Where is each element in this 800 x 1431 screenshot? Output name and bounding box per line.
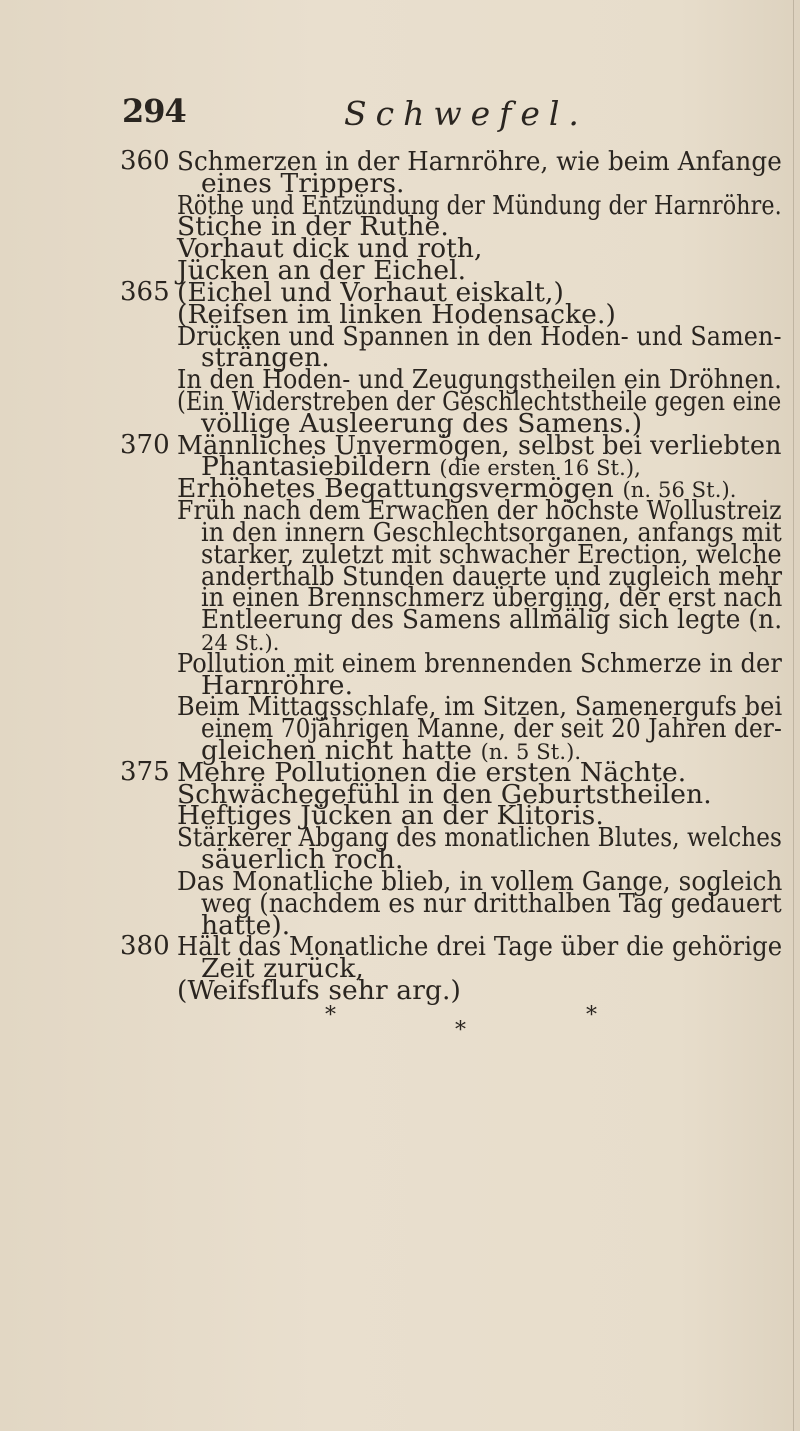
page-number: 294 xyxy=(122,92,186,130)
line-main-text: säuerlich roch. xyxy=(201,844,404,876)
line-main-text: einem 70jährigen Manne, der seit 20 Jahren der- xyxy=(201,713,782,745)
line-main-text: Pollution mit einem brennenden Schmerze in der xyxy=(177,647,782,679)
line-number: 370 xyxy=(120,429,170,460)
line-main-text: Schmerzen in der Harnröhre, wie beim Anfange xyxy=(177,146,782,177)
line-main-text: gleichen nicht hatte xyxy=(201,735,473,767)
footer-star: * xyxy=(325,1003,336,1028)
line-number: 360 xyxy=(120,146,170,176)
line-main-text: Mehre Pollutionen die ersten Nächte. xyxy=(177,756,687,788)
line-small-text: (die ersten 16 St.), xyxy=(439,456,641,481)
line-main-text: anderthalb Stunden dauerte und zugleich mehr xyxy=(201,560,783,592)
line-main-text: Zeit zurück, xyxy=(201,953,364,985)
line-main-text: eines Trippers. xyxy=(201,167,405,199)
line-main-text: (Ein Widerstreben der Geschlechtstheile gegen eine xyxy=(177,385,782,417)
line-main-text: In den Hoden- und Zeugungstheilen ein Dröhnen. xyxy=(177,364,782,396)
line-main-text: Erhöhetes Begattungsvermögen xyxy=(177,473,614,505)
footer-star: * xyxy=(455,1018,466,1043)
line-main-text: hatte). xyxy=(201,909,291,941)
line-main-text: Beim Mittagsschlafe, im Sitzen, Samenergufs bei xyxy=(177,691,783,723)
line-number: 375 xyxy=(120,756,170,787)
line-main-text: Schwächegefühl in den Geburtstheilen. xyxy=(177,778,712,810)
line-number: 365 xyxy=(120,276,170,307)
line-number: 380 xyxy=(120,931,170,962)
line-main-text: in einen Brennschmerz überging, der erst nach xyxy=(201,582,783,614)
line-text xyxy=(177,975,461,1006)
page-edge xyxy=(793,0,794,1431)
line-main-text: Röthe und Entzündung der Mündung der Harnröhre. xyxy=(177,189,782,221)
line-main-text: Entleerung des Samens allmälig sich legte (n. xyxy=(201,604,783,636)
line-main-text: (Reifsen im linken Hodensacke.) xyxy=(177,298,616,330)
line-main-text: Früh nach dem Erwachen der höchste Wollustreiz xyxy=(177,495,782,527)
line-text xyxy=(201,604,782,635)
line-small-text: (n. 5 St.). xyxy=(480,740,582,765)
line-main-text: Harnröhre. xyxy=(201,669,354,701)
line-main-text: Männliches Unvermögen, selbst bei verliebten xyxy=(177,429,782,461)
line-main-text: (Weifsflufs sehr arg.) xyxy=(177,975,461,1006)
line-main-text: (Eichel und Vorhaut eiskalt,) xyxy=(177,276,564,308)
line-small-text: 24 St.). xyxy=(201,630,280,655)
line-main-text: in den innern Geschlechtsorganen, anfangs mit xyxy=(201,516,782,548)
line-main-text: starker, zuletzt mit schwacher Erection, welche xyxy=(201,538,782,570)
line-main-text: Phantasiebildern xyxy=(201,451,431,483)
line-main-text: Stiche in der Ruthe. xyxy=(177,211,449,243)
running-head: Schwefel. xyxy=(344,94,588,133)
line-main-text: strängen. xyxy=(201,342,330,374)
line-main-text: Hält das Monatliche drei Tage über die gehörige xyxy=(177,931,783,963)
line-main-text: Jücken an der Eichel. xyxy=(177,255,467,287)
line-main-text: völlige Ausleerung des Samens.) xyxy=(201,407,643,439)
line-main-text: Heftiges Jücken an der Klitoris. xyxy=(177,800,604,832)
page-header xyxy=(122,92,682,132)
line-small-text: (n. 56 St.). xyxy=(622,478,737,503)
line-main-text: Vorhaut dick und roth, xyxy=(177,233,483,265)
line-main-text: Das Monatliche blieb, in vollem Gange, sogleich xyxy=(177,865,783,897)
footer-star: * xyxy=(586,1003,597,1028)
line-main-text: Stärkerer Abgang des monatlichen Blutes, welches xyxy=(177,822,782,854)
line-main-text: Drücken und Spannen in den Hoden- und Samen- xyxy=(177,320,782,352)
line-main-text: weg (nachdem es nur dritthalben Tag gedauert xyxy=(201,887,782,919)
